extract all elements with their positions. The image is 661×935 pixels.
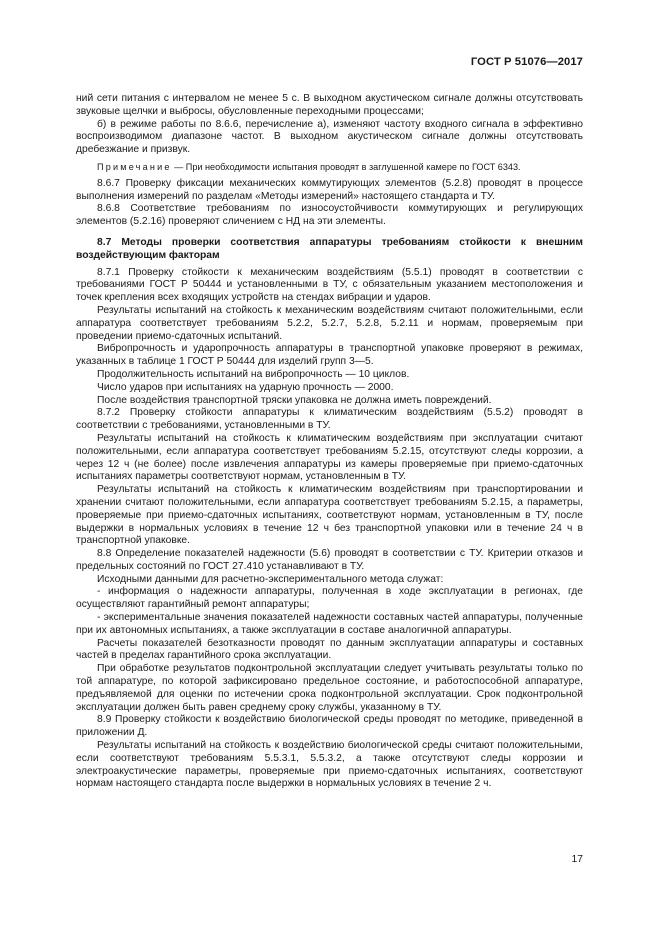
paragraph: ний сети питания с интервалом не менее 5 с. В выходном акустическом сигнале должны отсутствовать звуковые щелчки и выбросы, обусловленные переходными процессами;	[76, 93, 583, 117]
paragraph: Результаты испытаний на стойкость к воздействию биологической среды считают положительными, если соответствуют требованиям 5.5.3.1, 5.5.3.2, а также отсутствуют следы коррозии и электроакустические параметры, проверяемые при приемо-сдаточных испытаниях, соответствуют нормам настоящего стандарта после выдержки в нормальных условиях в течение 2 ч.	[76, 740, 583, 790]
page-content	[76, 93, 583, 791]
note	[76, 161, 583, 174]
paragraph: 8.9 Проверку стойкости к воздействию биологической среды проводят по методике, приведенной в приложении Д.	[76, 714, 583, 739]
paragraph: Исходными данными для расчетно-экспериментального метода служат:	[97, 573, 444, 585]
note-label: Примечание	[97, 161, 172, 172]
paragraph: 8.6.8 Соответствие требованиям по износоустойчивости коммутирующих и регулирующих элементов (5.2.16) проверяют сличением с НД на эти элементы.	[76, 203, 583, 228]
paragraph: Результаты испытаний на стойкость к климатическим воздействиям при транспортировании и хранении считают положительными, если аппаратура соответствует требованиям 5.2.15, а параметры, проверяемые при приемо-сдаточных испытаниях, соответствуют нормам, установленным в ТУ, после выдержки в нормальных условиях в течение 12 ч без транспортной упаковки или в течение 24 ч в транспортной упаковке.	[76, 484, 583, 547]
paragraph: Результаты испытаний на стойкость к механическим воздействиям считают положительными, если аппаратура соответствует требованиям 5.2.2, 5.2.7, 5.2.8, 5.2.11 и нормам, проверяемым при проведении приемо-сдаточных испытаний.	[76, 304, 583, 342]
section-heading: 8.7 Методы проверки соответствия аппаратуры требованиям стойкости к внешним воздействующим факторам	[76, 236, 583, 261]
note-text: — При необходимости испытания проводят в заглушенной камере по ГОСТ 6343.	[171, 161, 521, 172]
paragraph: Расчеты показателей безотказности проводят по данным эксплуатации аппаратуры и составных частей в пределах гарантийного срока эксплуатации.	[76, 637, 583, 662]
paragraph: Продолжительность испытаний на вибропрочность — 10 циклов.	[97, 368, 410, 380]
paragraph: Вибропрочность и ударопрочность аппаратуры в транспортной упаковке проверяют в режимах, указанных в таблице 1 ГОСТ Р 50444 для изделий групп 3—5.	[76, 343, 583, 368]
page-number: 17	[571, 854, 583, 865]
paragraph: 8.8 Определение показателей надежности (5.6) проводят в соответствии с ТУ. Критерии отказов и предельных состояний по ГОСТ 27.410 устанавливают в ТУ.	[76, 548, 583, 572]
paragraph: После воздействия транспортной тряски упаковка не должна иметь повреждений.	[97, 394, 492, 406]
paragraph: Результаты испытаний на стойкость к климатическим воздействиям при эксплуатации считают положительными, если аппаратура соответствует требованиям 5.2.15, отсутствуют следы коррозии, а через 12 ч (не более) после извлечения аппаратуры из камеры проверяемые при приемо-сдаточных испытаниях параметры соответствуют нормам, установленным в ТУ.	[76, 432, 583, 483]
paragraph: 8.7.1 Проверку стойкости к механическим воздействиям (5.5.1) проводят в соответствии с требованиями ГОСТ Р 50444 и установленными в ТУ, с обязательным указанием местоположения и точек крепления всех входящих устройств на стендах вибрации и ударов.	[76, 266, 583, 304]
paragraph: 8.7.2 Проверку стойкости аппаратуры к климатическим воздействиям (5.5.2) проводят в соответствии с требованиями, установленными в ТУ.	[76, 407, 583, 432]
paragraph: При обработке результатов подконтрольной эксплуатации следует учитывать результаты только по той аппаратуре, по которой зафиксировано предельное состояние, и работоспособной аппаратуре, предъявляемой для оценки по истечении срока подконтрольной эксплуатации. Срок подконтрольной эксплуатации должен быть равен среднему сроку службы, указанному в ТУ.	[76, 663, 583, 713]
list-item: - экспериментальные значения показателей надежности составных частей аппаратуры, полученные при их автономных испытаниях, а также эксплуатации в составе аналогичной аппаратуры.	[76, 612, 583, 636]
paragraph: Число ударов при испытаниях на ударную прочность — 2000.	[97, 381, 394, 393]
list-item: - информация о надежности аппаратуры, полученная в ходе эксплуатации в регионах, где осуществляют гарантийный ремонт аппаратуры;	[76, 586, 583, 611]
standard-header: ГОСТ Р 51076—2017	[470, 56, 583, 68]
paragraph: б) в режиме работы по 8.6.6, перечисление а), изменяют частоту входного сигнала в эффективно воспроизводимом диапазоне частот. В выходном акустическом сигнале должны отсутствовать дребезжание и призвук.	[76, 118, 583, 156]
paragraph: 8.6.7 Проверку фиксации механических коммутирующих элементов (5.2.8) проводят в процессе выполнения измерений по разделам «Методы измерений» настоящего стандарта и ТУ.	[76, 177, 583, 202]
